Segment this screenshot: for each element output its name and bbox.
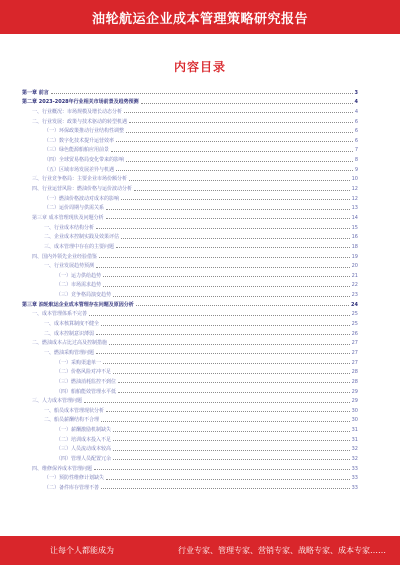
toc-entry-label: （二）价格风险对冲不足 [56, 369, 112, 376]
toc-entry[interactable] [22, 115, 358, 125]
toc-page-number: 6 [354, 128, 358, 135]
toc-entry[interactable] [22, 221, 358, 231]
toc-page-number: 32 [351, 455, 358, 462]
toc-entry-label: （三）燃油消耗监控不到位 [56, 378, 117, 385]
toc-leader-dots [84, 402, 350, 403]
toc-leader-dots [126, 132, 353, 133]
toc-leader-dots [109, 344, 350, 345]
toc-entry-label: 二、成本控制意识薄弱 [44, 330, 95, 337]
toc-page-number: 9 [354, 166, 358, 173]
toc-entry[interactable] [22, 404, 358, 414]
toc-leader-dots [121, 238, 350, 239]
toc-entry[interactable] [22, 337, 358, 347]
toc-page-number: 30 [351, 407, 358, 414]
toc-page-number: 30 [351, 417, 358, 424]
toc-entry-label: （一）预防性维修计划缺失 [44, 475, 105, 482]
toc-entry[interactable] [22, 125, 358, 135]
toc-entry[interactable] [22, 433, 358, 443]
toc-entry-label: 一、行业概况：市场规模及增长动态分析 [32, 108, 123, 115]
footer-slogan-right: 行业专家、管理专家、营销专家、战略专家、成本专家…… [178, 546, 386, 555]
toc-entry[interactable] [22, 414, 358, 424]
toc-page-number: 3 [354, 89, 358, 96]
report-title: 油轮航运企业成本管理策略研究报告 [91, 11, 308, 27]
toc-leader-dots [101, 325, 350, 326]
toc-entry[interactable] [22, 105, 358, 115]
toc-entry-label: （三）绿色能源船舶应用前景 [44, 147, 110, 154]
toc-entry-label: （二）数字化技术提升运营效率 [44, 137, 115, 144]
toc-page-number: 13 [351, 205, 358, 212]
toc-leader-dots [113, 440, 350, 441]
toc-entry-label: （二）培训成本投入不足 [56, 436, 112, 443]
toc-page-number: 31 [351, 436, 358, 443]
toc-leader-dots [106, 218, 350, 219]
toc-entry[interactable] [22, 163, 358, 173]
toc-page-number: 12 [351, 186, 358, 193]
toc-chapter-entry[interactable] [22, 96, 358, 106]
toc-leader-dots [113, 296, 350, 297]
toc-leader-dots [126, 161, 353, 162]
toc-entry-label: 一、行业发展趋势预测 [44, 263, 95, 270]
toc-entry-label: 四、行业运营风险：燃油价格与运价波动分析 [32, 186, 133, 193]
toc-entry-label: （五）区域市场发展差异与机遇 [44, 166, 115, 173]
toc-entry-label: 第三章 油轮航运企业成本管理存在问题及原因分析 [22, 301, 134, 308]
toc-page-number: 23 [351, 292, 358, 299]
toc-entry[interactable] [22, 173, 358, 183]
toc-entry-label: 一、燃油采购管理问题 [44, 349, 95, 356]
toc-page-number: 33 [351, 465, 358, 472]
toc-page-number: 15 [351, 224, 358, 231]
toc-leader-dots [141, 103, 353, 104]
toc-entry-label: 三、行业竞争格局：主要企业市场份额分析 [32, 176, 128, 183]
toc-leader-dots [136, 305, 349, 306]
toc-page-number: 14 [351, 214, 358, 221]
toc-entry[interactable] [22, 423, 358, 433]
toc-entry-label: 三、成本管理中存在的主要问题 [44, 243, 115, 250]
toc-page-number: 28 [351, 378, 358, 385]
toc-entry[interactable] [22, 250, 358, 260]
toc-leader-dots [106, 479, 350, 480]
toc-leader-dots [103, 276, 350, 277]
toc-leader-dots [113, 459, 350, 460]
toc-page-number: 4 [354, 108, 358, 115]
toc-entry[interactable] [22, 308, 358, 318]
toc-page-number: 26 [351, 330, 358, 337]
toc-page-number: 28 [351, 369, 358, 376]
table-of-contents [22, 86, 358, 491]
toc-entry[interactable] [22, 182, 358, 192]
toc-entry-label: （一）运力供给趋势 [56, 272, 102, 279]
header-banner [0, 0, 400, 34]
toc-entry-label: 第三章 成本管理现状及问题分析 [32, 214, 104, 221]
toc-page-number: 4 [354, 99, 358, 106]
toc-entry[interactable] [22, 202, 358, 212]
toc-leader-dots [111, 151, 353, 152]
toc-entry-label: 第一章 前言 [22, 89, 49, 96]
toc-entry[interactable] [22, 375, 358, 385]
footer-banner [0, 536, 400, 565]
toc-entry[interactable] [22, 462, 358, 472]
toc-leader-dots [89, 315, 350, 316]
toc-page-number: 8 [354, 157, 358, 164]
toc-entry-label: （三）人员流动成本较高 [56, 446, 112, 453]
toc-page-number: 6 [354, 118, 358, 125]
toc-entry-label: 二、燃油成本占比过高及控制措施 [32, 340, 108, 347]
toc-entry-label: （一）环保政策推动行业结构性调整 [44, 128, 125, 135]
toc-entry-label: 一、成本核算制度不健全 [44, 321, 100, 328]
toc-entry-label: （一）采购渠道单一 [56, 359, 102, 366]
toc-entry-label: （二）市场需求趋势 [56, 282, 102, 289]
toc-page-number: 33 [351, 484, 358, 491]
toc-entry[interactable] [22, 192, 358, 202]
toc-entry-label: （四）全球贸易格局变化带来的影响 [44, 157, 125, 164]
toc-chapter-entry[interactable] [22, 298, 358, 308]
toc-leader-dots [118, 382, 350, 383]
toc-leader-dots [116, 141, 353, 142]
toc-entry[interactable] [22, 211, 358, 221]
toc-entry[interactable] [22, 481, 358, 491]
toc-entry[interactable] [22, 231, 358, 241]
toc-leader-dots [113, 431, 350, 432]
toc-leader-dots [96, 228, 350, 229]
toc-page-number: 25 [351, 321, 358, 328]
toc-entry-label: （二）备件库存管理不善 [44, 484, 100, 491]
toc-entry[interactable] [22, 366, 358, 376]
toc-entry-label: 第二章 2023-2028年行业相关市场前景及趋势预测 [22, 99, 139, 106]
toc-entry-label: 一、船员成本管理现状分析 [44, 407, 105, 414]
toc-leader-dots [113, 450, 350, 451]
toc-page-number: 21 [351, 272, 358, 279]
toc-page-number: 24 [351, 301, 358, 308]
toc-entry-label: （三）竞争格局演变趋势 [56, 292, 112, 299]
toc-entry[interactable] [22, 134, 358, 144]
toc-entry-label: （二）运价周期与供需关系 [44, 205, 105, 212]
toc-leader-dots [106, 209, 350, 210]
toc-entry-label: 二、船员薪酬结构不合理 [44, 417, 100, 424]
toc-leader-dots [103, 286, 350, 287]
toc-entry[interactable] [22, 346, 358, 356]
toc-entry[interactable] [22, 279, 358, 289]
toc-leader-dots [106, 411, 350, 412]
toc-leader-dots [118, 392, 350, 393]
toc-leader-dots [113, 373, 350, 374]
toc-entry-label: （一）薪酬激励机制缺失 [56, 427, 112, 434]
toc-leader-dots [121, 199, 350, 200]
toc-entry-label: 一、行业成本结构分析 [44, 224, 95, 231]
toc-leader-dots [94, 469, 350, 470]
toc-entry[interactable] [22, 443, 358, 453]
toc-entry[interactable] [22, 269, 358, 279]
toc-entry-label: 三、人力成本管理问题 [32, 398, 83, 405]
toc-page-number: 32 [351, 446, 358, 453]
toc-entry-label: （四）管理人员配置冗余 [56, 455, 112, 462]
toc-leader-dots [103, 363, 350, 364]
toc-page-number: 12 [351, 195, 358, 202]
toc-leader-dots [99, 257, 350, 258]
toc-leader-dots [116, 247, 350, 248]
toc-page-number: 29 [351, 388, 358, 395]
toc-entry-label: 四、维修保养成本管理问题 [32, 465, 93, 472]
toc-page-number: 7 [354, 147, 358, 154]
toc-entry[interactable] [22, 356, 358, 366]
toc-leader-dots [116, 170, 353, 171]
toc-entry[interactable] [22, 395, 358, 405]
toc-entry[interactable] [22, 452, 358, 462]
toc-leader-dots [96, 267, 350, 268]
toc-page-number: 6 [354, 137, 358, 144]
toc-leader-dots [96, 353, 350, 354]
toc-entry-label: 二、行业发展：政策与技术驱动的转型机遇 [32, 118, 128, 125]
toc-leader-dots [101, 488, 350, 489]
toc-page-number: 25 [351, 311, 358, 318]
toc-entry[interactable] [22, 472, 358, 482]
toc-page-number: 33 [351, 475, 358, 482]
toc-page-number: 10 [351, 176, 358, 183]
toc-page-number: 27 [351, 349, 358, 356]
toc-page-number: 18 [351, 243, 358, 250]
toc-entry-label: 四、国内外领先企业经验借鉴 [32, 253, 98, 260]
toc-entry[interactable] [22, 153, 358, 163]
toc-page-number: 19 [351, 253, 358, 260]
toc-page-number: 27 [351, 340, 358, 347]
toc-entry[interactable] [22, 327, 358, 337]
toc-page-number: 27 [351, 359, 358, 366]
toc-entry[interactable] [22, 144, 358, 154]
toc-entry-label: 一、成本管理体系不完善 [32, 311, 88, 318]
toc-entry-label: （一）燃油价格波动对成本的影响 [44, 195, 120, 202]
toc-page-number: 29 [351, 398, 358, 405]
toc-entry[interactable] [22, 385, 358, 395]
footer-slogan-left: 让每个人都能成为 [50, 546, 114, 555]
toc-page-number: 31 [351, 427, 358, 434]
toc-page-number: 22 [351, 282, 358, 289]
toc-leader-dots [124, 112, 353, 113]
toc-leader-dots [51, 93, 353, 94]
toc-leader-dots [129, 122, 353, 123]
toc-entry-label: （四）船舶能效管理水平低 [56, 388, 117, 395]
toc-leader-dots [129, 180, 350, 181]
toc-title: 内容目录 [173, 60, 226, 74]
toc-leader-dots [134, 190, 350, 191]
toc-entry-label: 二、企业成本控制实践及效果评估 [44, 234, 120, 241]
toc-page-number: 20 [351, 263, 358, 270]
toc-leader-dots [101, 421, 350, 422]
toc-entry[interactable] [22, 288, 358, 298]
toc-leader-dots [96, 334, 350, 335]
toc-entry[interactable] [22, 317, 358, 327]
toc-entry[interactable] [22, 240, 358, 250]
toc-page-number: 16 [351, 234, 358, 241]
toc-entry[interactable] [22, 260, 358, 270]
toc-chapter-entry[interactable] [22, 86, 358, 96]
